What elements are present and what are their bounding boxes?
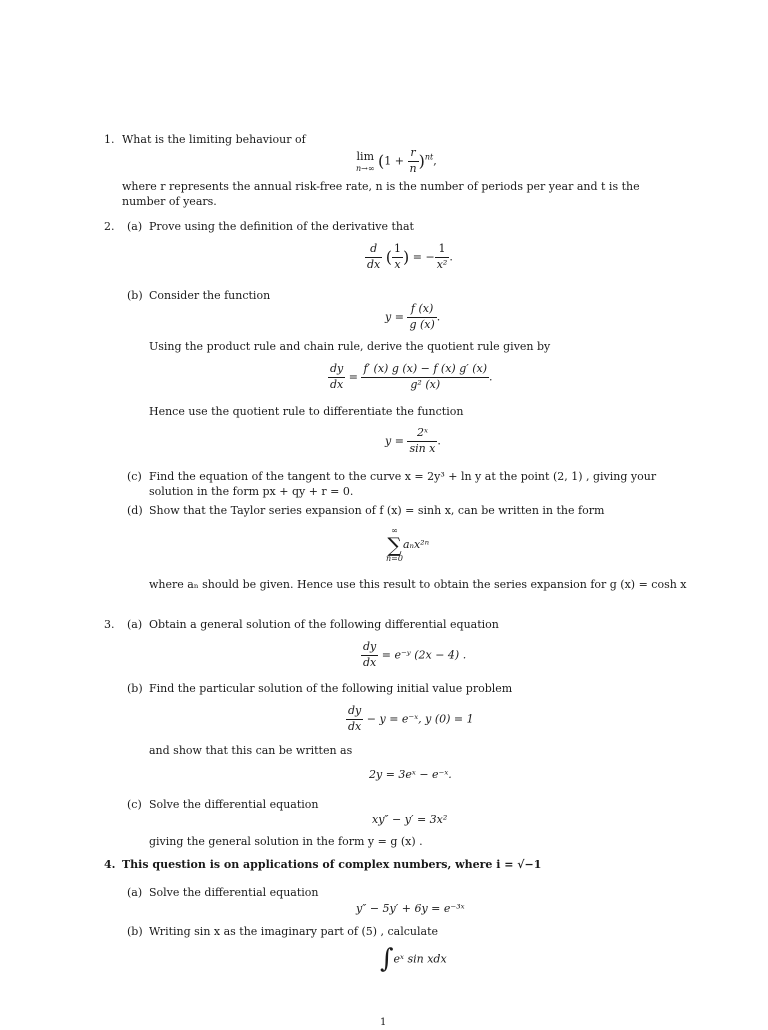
q2a-equation: $\frac{d}{dx}$ ( $\frac{1}{x}$ ) = − $\frac{1}{\text{x²}}$ . [367, 242, 453, 271]
q2b-function: y = $\frac{f (x)}{g (x)}$ . [385, 302, 441, 331]
q1-lim: lim n→∞ [356, 149, 375, 173]
q2b-quotient-rule: $\frac{dy}{dx}$ = $\frac{f' (x) g (x) - f (x) g' (x)}{\text{g² (x)}}$ . [330, 362, 493, 391]
q4a-label: (a) [127, 886, 143, 899]
q4b-text: Writing sin x as the imaginary part of (5) , calculate [149, 925, 439, 938]
q3b-label: (b) [127, 682, 143, 695]
q2d-text: Show that the Taylor series expansion of f (x) = sinh x, can be written in the form [149, 504, 605, 517]
q3c-equation: xy″ − y′ = 3x² [372, 813, 448, 826]
q2c-text2: solution in the form px + qy + r = 0. [149, 485, 354, 498]
q3a-text: Obtain a general solution of the following differential equation [149, 618, 499, 631]
q3c-text2: giving the general solution in the form y = g (x) . [149, 835, 423, 848]
q3-number: 3. [104, 618, 115, 631]
q2b-function2: y = $\frac{\text{2ˣ}}{\text{sin x}}$ . [385, 426, 441, 455]
q2b-label: (b) [127, 289, 143, 302]
q2a-text: Prove using the definition of the derivative that [149, 220, 414, 233]
q3a-label: (a) [127, 618, 143, 631]
q2c-label: (c) [127, 470, 142, 483]
q3c-text: Solve the differential equation [149, 798, 319, 811]
q2b-text2: Using the product rule and chain rule, derive the quotient rule given by [149, 340, 551, 353]
q1-number: 1. [104, 133, 115, 146]
q4a-equation: y″ − 5y′ + 6y = e⁻³ˣ [356, 902, 465, 915]
q2b-text: Consider the function [149, 289, 271, 302]
q4b-integral: ∫eˣ sin xdx [380, 944, 447, 974]
q2c-text1: Find the equation of the tangent to the curve x = 2y³ + ln y at the point (2, 1) , giving your [149, 470, 657, 483]
q4a-text: Solve the differential equation [149, 886, 319, 899]
q1-question: What is the limiting behaviour of [122, 133, 306, 146]
q1-explanation: where r represents the annual risk-free rate, n is the number of periods per year and t is the number of years. [122, 180, 640, 208]
q3c-label: (c) [127, 798, 142, 811]
q3b-equation: $\frac{dy}{dx}$ − y = e⁻ˣ, y (0) = 1 [348, 704, 474, 733]
q2b-text3: Hence use the quotient rule to differentiate the function [149, 405, 464, 418]
q3b-text2: and show that this can be written as [149, 744, 353, 757]
q2a-label: (a) [127, 220, 143, 233]
q4b-label: (b) [127, 925, 143, 938]
q3b-text: Find the particular solution of the following initial value problem [149, 682, 513, 695]
q1-limit-expression: lim n→∞ (1 + $\frac{r}{n}$ )$^{nt}$, [356, 146, 437, 175]
q2d-text2: where aₙ should be given. Hence use this result to obtain the series expansion for g (x) = cosh x [149, 578, 687, 591]
q4-heading: This question is on applications of complex numbers, where i = √−1 [122, 858, 542, 871]
q2d-series: ∞ ∑ n=0 aₙx²ⁿ [386, 526, 430, 563]
q3a-equation: $\frac{dy}{dx}$ = e⁻ʸ (2x − 4) . [363, 640, 467, 669]
q4-number: 4. [104, 858, 116, 871]
q3b-result: 2y = 3eˣ − e⁻ˣ. [369, 768, 452, 781]
q2d-label: (d) [127, 504, 143, 517]
page-number: 1 [380, 1017, 387, 1028]
q2-number: 2. [104, 220, 115, 233]
